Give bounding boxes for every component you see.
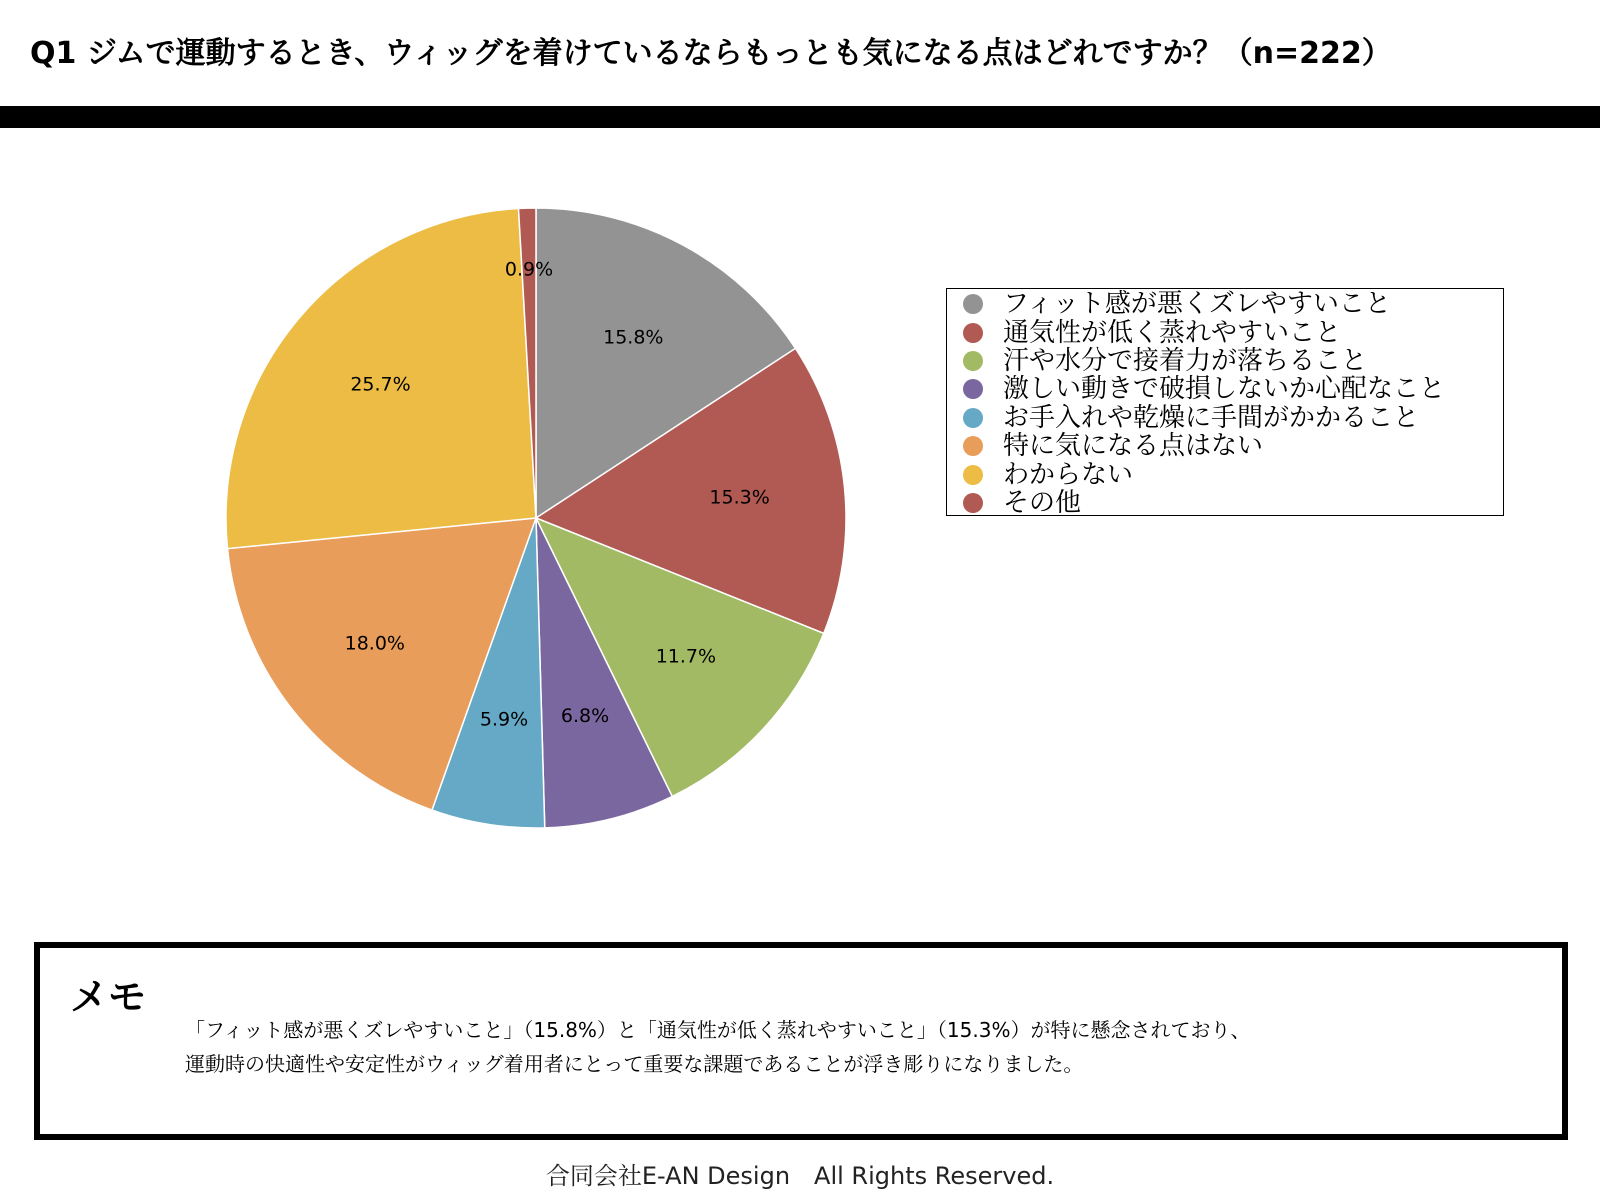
legend-label-5: お手入れや乾燥に手間がかかること [1003, 402, 1420, 433]
memo-text-line-2: 運動時の快適性や安定性がウィッグ着用者にとって重要な課題であることが浮き彫りになりました。 [185, 1052, 1084, 1076]
legend-item-8 [963, 489, 1503, 517]
legend-label-6: 特に気になる点はない [1003, 431, 1264, 462]
legend-swatch-3 [963, 351, 983, 371]
slice-value-label-5: 5.9% [479, 708, 529, 731]
slice-value-label-4: 6.8% [560, 705, 610, 728]
chart-legend [946, 288, 1504, 516]
legend-label-4: 激しい動きで破損しないか心配なこと [1003, 374, 1446, 405]
slice-value-label-8: 0.9% [504, 258, 554, 281]
legend-label-7: わからない [1003, 459, 1134, 490]
legend-label-3: 汗や水分で接着力が落ちること [1003, 345, 1368, 376]
legend-item-3 [963, 347, 1503, 375]
copyright-footer: 合同会社E-AN Design All Rights Reserved. [545, 1162, 1055, 1190]
legend-swatch-2 [963, 323, 983, 343]
memo-title: メモ [70, 975, 147, 1019]
slice-value-label-3: 11.7% [655, 645, 717, 668]
legend-item-4 [963, 375, 1503, 403]
legend-item-7 [963, 460, 1503, 488]
legend-label-1: フィット感が悪くズレやすいこと [1003, 289, 1391, 320]
slice-value-label-7: 25.7% [350, 373, 411, 396]
legend-label-8: その他 [1003, 487, 1082, 518]
legend-swatch-6 [963, 436, 983, 456]
legend-swatch-1 [963, 294, 983, 314]
legend-swatch-4 [963, 379, 983, 399]
memo-box [34, 942, 1568, 1140]
legend-item-5 [963, 404, 1503, 432]
legend-label-2: 通気性が低く蒸れやすいこと [1003, 317, 1342, 348]
legend-item-2 [963, 318, 1503, 346]
legend-item-6 [963, 432, 1503, 460]
memo-text-line-1: 「フィット感が悪くズレやすいこと」（15.8%）と「通気性が低く蒸れやすいこと」（15.3%）が特に懸念されており、 [185, 1018, 1251, 1042]
legend-item-1 [963, 290, 1503, 318]
legend-swatch-8 [963, 493, 983, 513]
legend-swatch-5 [963, 408, 983, 428]
slice-value-label-1: 15.8% [603, 326, 664, 349]
slice-value-label-6: 18.0% [344, 632, 405, 655]
slice-value-label-2: 15.3% [709, 486, 770, 509]
legend-swatch-7 [963, 465, 983, 485]
page-title: Q1 ジムで運動するとき、ウィッグを着けているならもっとも気になる点はどれですか？（n=222） [30, 36, 1392, 71]
